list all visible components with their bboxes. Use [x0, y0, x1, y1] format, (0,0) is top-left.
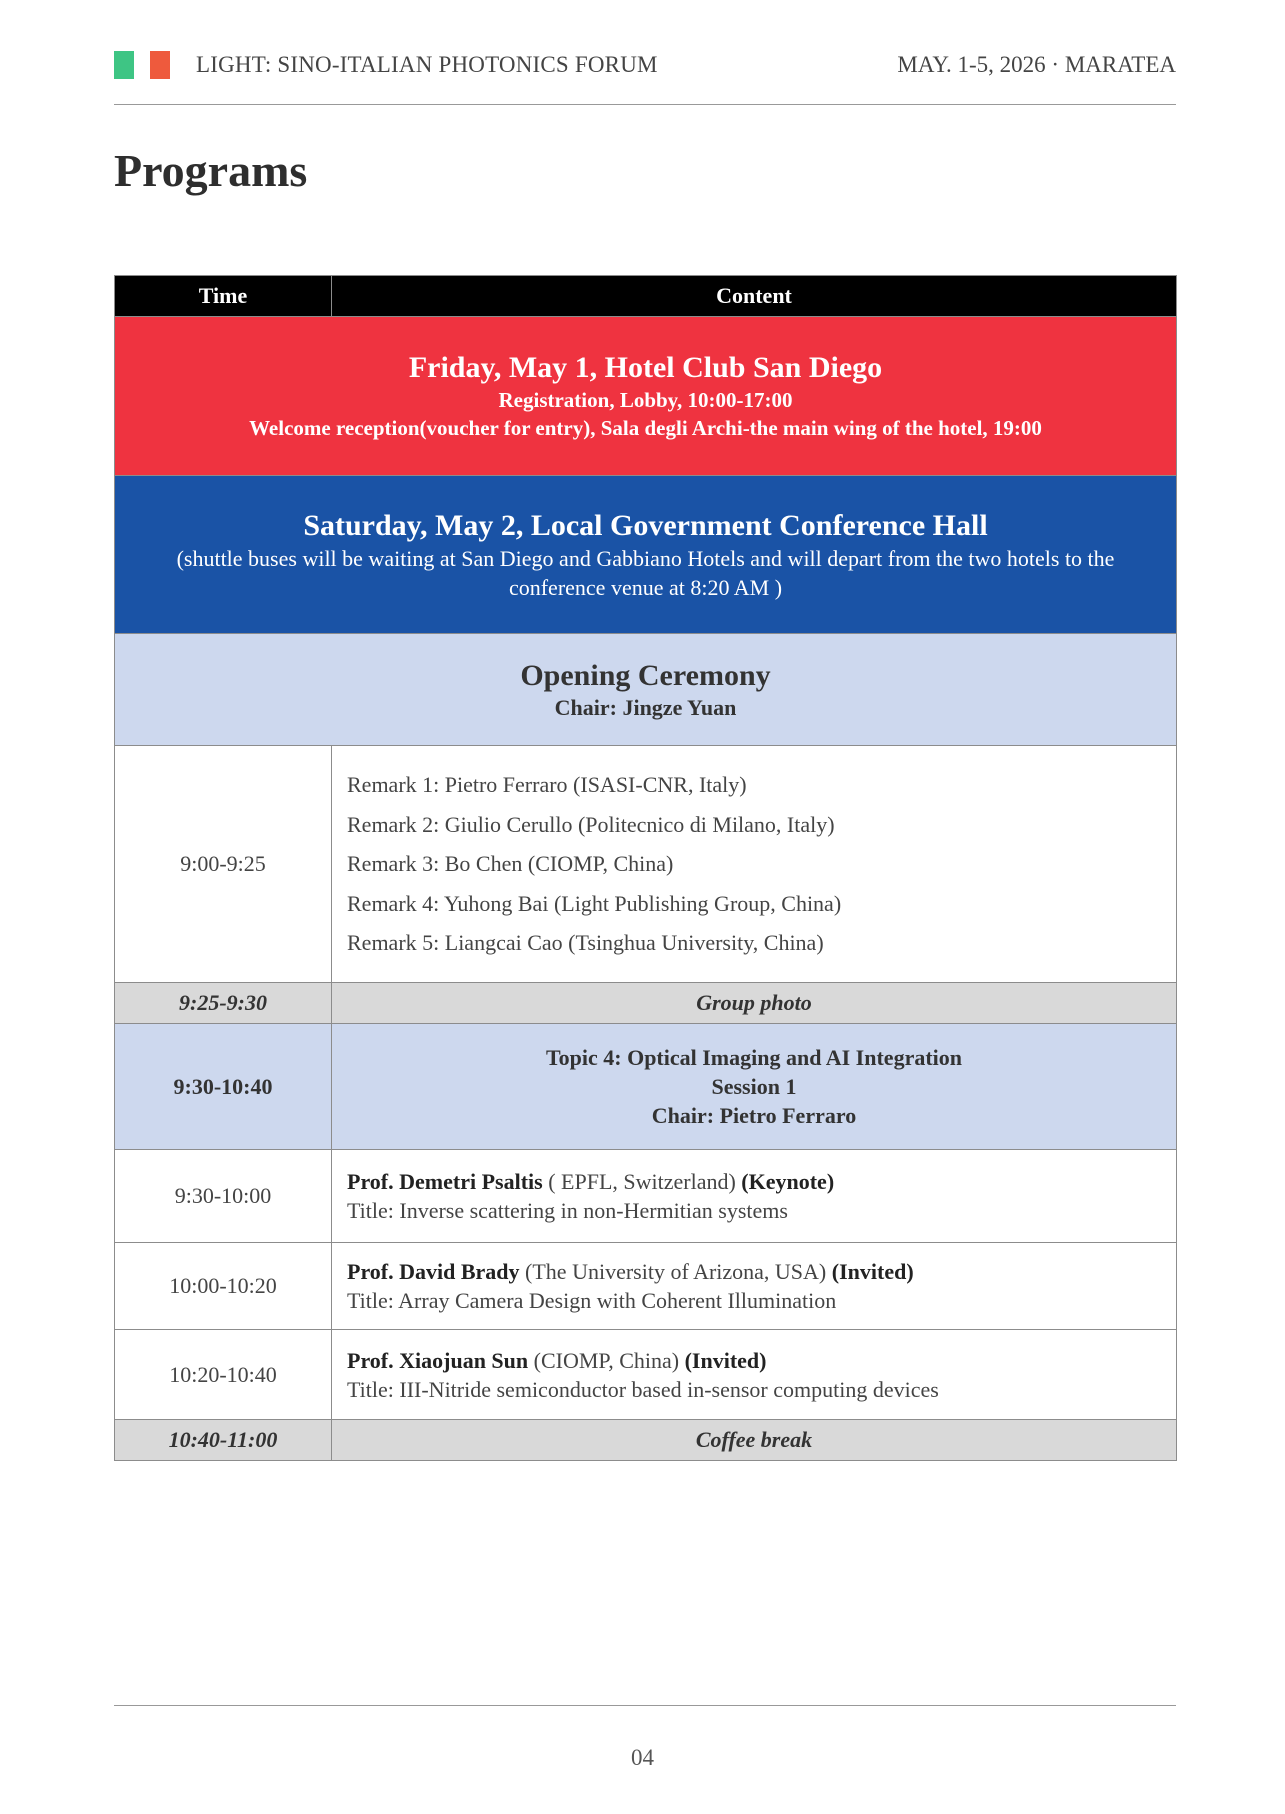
friday-banner: [115, 317, 1177, 476]
footer-divider: [114, 1705, 1176, 1706]
topic-session-time: 9:30-10:40: [115, 1024, 332, 1150]
session-chair: Chair: Pietro Ferraro: [651, 1103, 857, 1128]
talk-title: Title: Array Camera Design with Coherent Illumination: [347, 1288, 837, 1313]
friday-title: Friday, May 1, Hotel Club San Diego: [408, 351, 883, 384]
topic-title: Topic 4: Optical Imaging and AI Integration: [545, 1045, 963, 1070]
talk-type: (Invited): [684, 1347, 767, 1373]
talk-row: [115, 1150, 1177, 1243]
speaker-affiliation: (The University of Arizona, USA): [519, 1259, 832, 1284]
table-header-row: [115, 276, 1177, 317]
speaker-name: Prof. David Brady: [347, 1259, 520, 1284]
session-label: Session 1: [711, 1074, 797, 1099]
flag-red-stripe: [150, 51, 170, 79]
event-date-location: MAY. 1-5, 2026 · MARATEA: [897, 52, 1176, 77]
opening-ceremony-row: [115, 634, 1177, 746]
flag-green-stripe: [114, 51, 134, 79]
friday-registration: Registration, Lobby, 10:00-17:00: [498, 388, 793, 412]
group-photo-label: Group photo: [332, 983, 1177, 1024]
talk-type: (Invited): [831, 1259, 914, 1284]
talk-time: 10:20-10:40: [115, 1330, 332, 1420]
speaker-affiliation: (CIOMP, China): [528, 1347, 685, 1373]
page-header: [114, 50, 1176, 80]
remarks-list: [332, 746, 1177, 983]
group-photo-time: 9:25-9:30: [115, 983, 332, 1024]
forum-name: LIGHT: SINO-ITALIAN PHOTONICS FORUM: [196, 52, 658, 77]
coffee-break-time: 10:40-11:00: [115, 1420, 332, 1461]
saturday-shuttle-note: (shuttle buses will be waiting at San Diego and Gabbiano Hotels and will depart from the two hotels to the conference venue at 8:20 AM ): [176, 545, 1115, 600]
remark-item: Remark 4: Yuhong Bai (Light Publishing Group, China): [347, 890, 842, 916]
header-divider: [114, 104, 1176, 105]
saturday-title: Saturday, May 2, Local Government Conference Hall: [303, 508, 988, 542]
talk-row: [115, 1243, 1177, 1330]
speaker-name: Prof. Demetri Psaltis: [347, 1169, 543, 1194]
talk-details: [332, 1330, 1177, 1420]
talk-time: 10:00-10:20: [115, 1243, 332, 1330]
content-column-header: Content: [332, 276, 1177, 317]
opening-ceremony-chair: Chair: Jingze Yuan: [554, 694, 737, 720]
talk-time: 9:30-10:00: [115, 1150, 332, 1243]
program-table: [114, 275, 1177, 1461]
speaker-affiliation: ( EPFL, Switzerland): [542, 1169, 742, 1194]
friday-reception: Welcome reception(voucher for entry), Sala degli Archi-the main wing of the hotel, 19:00: [249, 416, 1042, 440]
remark-item: Remark 5: Liangcai Cao (Tsinghua University, China): [347, 930, 824, 956]
group-photo-row: [115, 983, 1177, 1024]
talk-title: Title: III-Nitride semiconductor based in-sensor computing devices: [347, 1376, 939, 1402]
page-title: Programs: [114, 145, 308, 196]
talk-details: [332, 1243, 1177, 1330]
opening-ceremony-title: Opening Ceremony: [520, 658, 771, 692]
page-number: 04: [631, 1745, 654, 1770]
remarks-row: [115, 746, 1177, 983]
time-column-header: Time: [115, 276, 332, 317]
remark-item: Remark 3: Bo Chen (CIOMP, China): [347, 851, 674, 877]
talk-details: [332, 1150, 1177, 1243]
talk-title: Title: Inverse scattering in non-Hermitian systems: [347, 1198, 788, 1223]
coffee-break-label: Coffee break: [332, 1420, 1177, 1461]
topic-session-row: [115, 1024, 1177, 1150]
remarks-time: 9:00-9:25: [115, 746, 332, 983]
topic-session-info: [332, 1024, 1177, 1150]
saturday-banner: [115, 476, 1177, 634]
remark-item: Remark 2: Giulio Cerullo (Politecnico di Milano, Italy): [347, 811, 835, 837]
talk-row: [115, 1330, 1177, 1420]
speaker-name: Prof. Xiaojuan Sun: [347, 1347, 529, 1373]
coffee-break-row: [115, 1420, 1177, 1461]
remark-item: Remark 1: Pietro Ferraro (ISASI-CNR, Italy): [347, 772, 747, 798]
talk-type: (Keynote): [741, 1169, 835, 1194]
